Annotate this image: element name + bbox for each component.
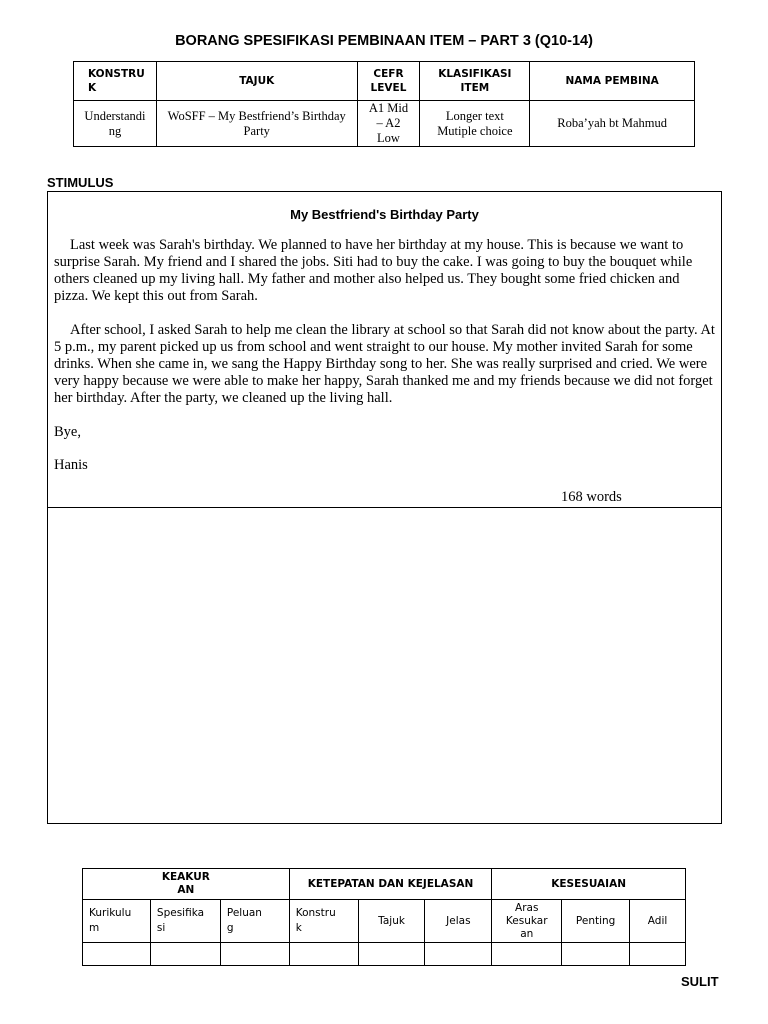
cell-nama-pembina [530, 101, 695, 147]
subheader-aras-text: Aras Kesukar an [505, 901, 548, 940]
group-kesesuaian [492, 869, 686, 900]
blank-cell [220, 943, 289, 966]
subheader-konstruk [289, 900, 358, 943]
cell-klasifikasi-text: Longer text Mutiple choice [437, 108, 513, 138]
subheader-kurikulum [83, 900, 151, 943]
subheader-peluang-text: Peluan g [226, 907, 262, 934]
cell-konstruk-text: Understandi ng [84, 108, 146, 138]
group-keakuran-text: KEAKUR AN [161, 871, 210, 896]
header-konstruk [74, 62, 157, 101]
subheader-adil [630, 900, 686, 943]
cell-cefr-text: A1 Mid – A2 Low [368, 101, 409, 145]
blank-cell [630, 943, 686, 966]
spec-table [73, 61, 695, 147]
blank-cell [358, 943, 425, 966]
form-title: BORANG SPESIFIKASI PEMBINAAN ITEM – PART 3 (Q10-14) [175, 33, 593, 49]
header-tajuk [156, 62, 357, 101]
header-nama-pembina [530, 62, 695, 101]
eval-blank-row [83, 943, 686, 966]
group-ketepatan-text: KETEPATAN DAN KEJELASAN [307, 877, 474, 890]
header-konstruk-text: KONSTRU K [88, 68, 145, 94]
subheader-peluang [220, 900, 289, 943]
group-ketepatan [289, 869, 492, 900]
stimulus-closing: Bye, [54, 424, 81, 440]
subheader-adil-text: Adil [647, 914, 668, 927]
blank-cell [150, 943, 220, 966]
cell-klasifikasi [420, 101, 530, 147]
stimulus-signature: Hanis [54, 457, 88, 473]
blank-cell [83, 943, 151, 966]
stimulus-label: STIMULUS [47, 175, 114, 190]
subheader-jelas-text: Jelas [446, 914, 471, 927]
header-klasifikasi-text: KLASIFIKASI ITEM [438, 68, 512, 94]
subheader-konstruk-text: Konstru k [295, 907, 336, 934]
group-kesesuaian-text: KESESUAIAN [551, 877, 627, 890]
spec-data-row [74, 101, 695, 147]
cell-konstruk [74, 101, 157, 147]
subheader-penting [562, 900, 630, 943]
blank-cell [425, 943, 492, 966]
stimulus-paragraph-2: After school, I asked Sarah to help me clean the library at school so that Sarah did not know about the party. At 5 p.m., my parent picked up us from school and went straight to our house. My mother invited Sarah for some drinks. When she came in, we sang the Happy Birthday song to her. She was really surprised and cried. We were very happy because we were able to make her happy, Sarah thanked me and my friends because we did not forget her birthday. After the party, we cleaned up the living hall. [54, 322, 715, 406]
cell-tajuk-text: WoSFF – My Bestfriend’s Birthday Party [167, 108, 346, 138]
blank-cell [492, 943, 562, 966]
cell-tajuk [156, 101, 357, 147]
stimulus-box [47, 191, 722, 508]
blank-answer-box [47, 507, 722, 824]
subheader-tajuk-text: Tajuk [378, 914, 405, 927]
header-cefr-text: CEFR LEVEL [370, 68, 407, 94]
subheader-penting-text: Penting [575, 914, 616, 927]
subheader-kurikulum-text: Kurikulu m [89, 907, 132, 934]
subheader-spesifikasi [150, 900, 220, 943]
header-cefr-level [357, 62, 420, 101]
group-keakuran [83, 869, 290, 900]
blank-cell [562, 943, 630, 966]
subheader-aras-kesukaran [492, 900, 562, 943]
subheader-jelas [425, 900, 492, 943]
sulit-footer: SULIT [681, 974, 719, 989]
header-nama-text: NAMA PEMBINA [565, 75, 659, 87]
spec-header-row [74, 62, 695, 101]
blank-cell [289, 943, 358, 966]
header-klasifikasi [420, 62, 530, 101]
cell-cefr-level [357, 101, 420, 147]
cell-nama-text: Roba’yah bt Mahmud [557, 116, 667, 130]
stimulus-paragraph-1: Last week was Sarah's birthday. We planned to have her birthday at my house. This is because we want to surprise Sarah. My friend and I shared the jobs. Siti had to buy the cake. I was going to buy the bouquet while others cleaned up my living hall. My father and mother also helped us. They bought some fried chicken and pizza. We kept this out from Sarah. [54, 237, 693, 304]
word-count: 168 words [561, 489, 622, 505]
eval-group-row [83, 869, 686, 900]
subheader-tajuk [358, 900, 425, 943]
stimulus-title: My Bestfriend's Birthday Party [290, 207, 479, 222]
evaluation-table [82, 868, 686, 966]
header-tajuk-text: TAJUK [239, 75, 275, 87]
eval-subheader-row [83, 900, 686, 943]
subheader-spesifikasi-text: Spesifika si [156, 907, 205, 934]
